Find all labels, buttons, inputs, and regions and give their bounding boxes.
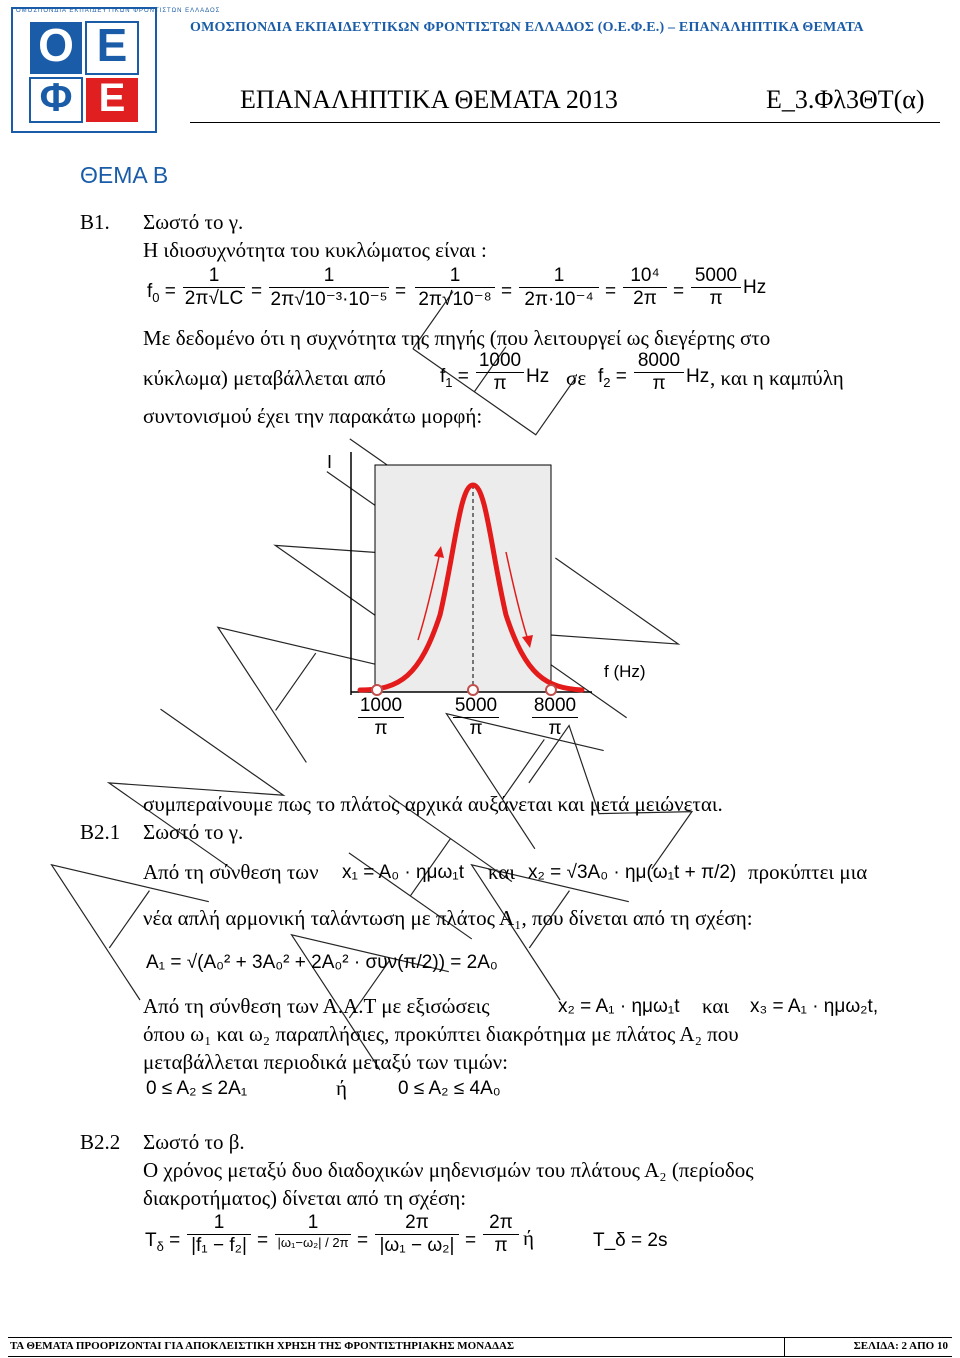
b1-para1-line2-b: σε xyxy=(566,366,587,390)
f1-unit: Hz xyxy=(526,366,550,387)
chart-tick-1 xyxy=(358,695,404,740)
b22-answer: Σωστό το β. xyxy=(143,1130,245,1154)
formula-f1: $f_1$ = 1000 π Hz xyxy=(440,350,550,394)
b2b-line1-a: Από τη σύνθεση των Α.Α.Τ με εξισώσεις xyxy=(143,994,490,1018)
f2-num: 8000 xyxy=(637,350,681,371)
footer-right: ΣΕΛΙΔΑ: 2 ΑΠΟ 10 xyxy=(853,1340,948,1352)
b21-x1: x₁ = A₀ · ημω₁t xyxy=(342,862,464,883)
f2-lhs: f xyxy=(598,366,604,387)
f2-unit: Hz xyxy=(686,366,710,387)
b21-line1-a: Από τη σύνθεση των xyxy=(143,860,319,884)
chart-y-label: I xyxy=(327,452,333,472)
b1-label: Β1. xyxy=(80,210,110,234)
header-code: Ε_3.Φλ3ΘΤ(α) xyxy=(766,85,925,114)
f0-t3-num: 1 xyxy=(449,265,461,286)
logo-letter-e-bottom: Ε xyxy=(98,76,126,120)
b2b-line1-b: και xyxy=(702,994,730,1018)
b21-x2: x₂ = √3A₀ · ημ(ω₁t + π/2) xyxy=(528,862,737,883)
f0-t5-num: 10⁴ xyxy=(630,265,660,286)
f1-sub: 1 xyxy=(445,374,453,390)
f0-t4-den: 2π·10⁻⁴ xyxy=(524,289,594,310)
f0-t2-num: 1 xyxy=(323,265,335,286)
b21-line1-b: και xyxy=(488,860,516,884)
f2-sub: 2 xyxy=(603,374,611,390)
formula-f0: $f_0$ = 1 2π√LC = 1 2π√10⁻³·10⁻⁵ = 1 2π√10⁻⁸ = 1 2π·10⁻⁴ = 10⁴ 2π = 5000 π Hz xyxy=(147,265,767,310)
f0-t6-num: 5000 xyxy=(694,265,738,286)
td-t3-num: 2π xyxy=(405,1212,429,1233)
chart-tick-1-num: 1000 xyxy=(359,695,403,716)
td-result: T_δ = 2s xyxy=(593,1230,668,1251)
b22-line1: Ο χρόνος μεταξύ δυο διαδοχικών μηδενισμών του πλάτους Α₂ (περίοδος xyxy=(143,1158,754,1182)
b1-para1-line3: συντονισμού έχει την παρακάτω μορφή: xyxy=(143,404,483,428)
logo-ring-text: ΟΜΟΣΠΟΝΔΙΑ ΕΚΠΑΙΔΕΥΤΙΚΩΝ ΦΡΟΝΤΙΣΤΩΝ ΕΛΛΑΔΟΣ xyxy=(16,8,221,14)
formula-f2: $f_2$ = 8000 π Hz xyxy=(598,350,710,394)
td-t2-den: |ω₁−ω₂| / 2π xyxy=(277,1235,349,1250)
b21-label: Β2.1 xyxy=(80,820,121,844)
b2b-range-b: 0 ≤ A₂ ≤ 4A₀ xyxy=(398,1078,501,1099)
footer-divider xyxy=(784,1338,785,1356)
logo xyxy=(12,8,221,132)
footer-left: ΤΑ ΘΕΜΑΤΑ ΠΡΟΟΡΙΖΟΝΤΑΙ ΓΙΑ ΑΠΟΚΛΕΙΣΤΙΚΗ ΧΡΗΣΗ ΤΗΣ ΦΡΟΝΤΙΣΤΗΡΙΑΚΗΣ ΜΟΝΑΔΑΣ xyxy=(10,1340,515,1352)
formula-td: $T_\delta$ = 1 |f₁ − f₂| = 1 |ω₁−ω₂| / 2π = 2π |ω₁ − ω₂| = 2π π ή T_δ = 2s xyxy=(145,1212,668,1256)
b21-amp-formula: A₁ = √(A₀² + 3A₀² + 2A₀² · συν(π/2)) = 2A₀ xyxy=(146,952,498,973)
td-t2-num: 1 xyxy=(307,1212,319,1233)
header-top-line: ΟΜΟΣΠΟΝΔΙΑ ΕΚΠΑΙΔΕΥΤΙΚΩΝ ΦΡΟΝΤΙΣΤΩΝ ΕΛΛΑΔΟΣ (Ο.Ε.Φ.Ε.) – ΕΠΑΝΑΛΗΠΤΙΚΑ ΘΕΜΑΤΑ xyxy=(190,20,864,35)
f0-t5-den: 2π xyxy=(633,288,657,309)
b21-answer: Σωστό το γ. xyxy=(143,820,244,844)
td-t3-den: |ω₁ − ω₂| xyxy=(379,1235,455,1256)
b2b-x2: x₂ = A₁ · ημω₁t xyxy=(558,996,680,1017)
f0-t4-num: 1 xyxy=(553,265,565,286)
logo-letter-e-top: Ε xyxy=(96,19,128,71)
td-t4-num: 2π xyxy=(489,1212,513,1233)
f0-lhs: f xyxy=(147,281,153,302)
f0-t6-den: π xyxy=(709,288,723,309)
f0-lhs-sub: 0 xyxy=(152,289,160,305)
b1-para1-line2-c: , και η καμπύλη xyxy=(710,366,844,390)
td-or: ή xyxy=(523,1226,534,1250)
f2-den: π xyxy=(652,373,666,394)
chart-tick-2-num: 5000 xyxy=(454,695,498,716)
f0-t1-den: 2π√LC xyxy=(184,288,244,309)
f0-t1-num: 1 xyxy=(208,265,220,286)
f1-lhs: f xyxy=(440,366,446,387)
logo-letter-o: Ο xyxy=(38,19,74,71)
f1-num: 1000 xyxy=(478,350,522,371)
b22-line2: διακροτήματος) δίνεται από τη σχέση: xyxy=(143,1186,467,1210)
section-heading: ΘΕΜΑ Β xyxy=(80,162,169,188)
chart-tick-2-den: π xyxy=(469,718,483,739)
logo-letter-phi: Φ xyxy=(39,76,73,120)
chart-tick-3-den: π xyxy=(548,718,562,739)
b21-line2: νέα απλή αρμονική ταλάντωση με πλάτος Α₁, που δίνεται από τη σχέση: xyxy=(143,906,753,930)
b2b-line2: όπου ω₁ και ω₂ παραπλήσιες, προκύπτει διακρότημα με πλάτος Α₂ που xyxy=(143,1022,739,1046)
chart-x-label: f (Hz) xyxy=(604,662,646,681)
header-divider xyxy=(190,122,940,123)
b22-label: Β2.2 xyxy=(80,1130,121,1154)
b21-line1-c: προκύπτει μια xyxy=(748,860,868,884)
td-t1-num: 1 xyxy=(213,1212,225,1233)
b1-para1-line2-a: κύκλωμα) μεταβάλλεται από xyxy=(143,366,386,390)
chart-tick-1-den: π xyxy=(374,718,388,739)
footer xyxy=(8,1337,952,1357)
td-lhs: T xyxy=(145,1230,157,1251)
td-sub: δ xyxy=(156,1238,164,1254)
f1-den: π xyxy=(493,373,507,394)
chart-tick-3 xyxy=(532,695,578,740)
b1-conclusion: συμπεραίνουμε πως το πλάτος αρχικά αυξάνεται και μετά μειώνεται. xyxy=(143,792,723,816)
td-t4-den: π xyxy=(494,1235,508,1256)
td-t1-den: |f₁ − f₂| xyxy=(191,1235,247,1256)
tick-marker-1 xyxy=(372,685,382,695)
b1-para1-line1: Με δεδομένο ότι η συχνότητα της πηγής (που λειτουργεί ως διεγέρτης στο xyxy=(143,326,771,350)
b1-answer: Σωστό το γ. xyxy=(143,210,244,234)
header-title: ΕΠΑΝΑΛΗΠΤΙΚΑ ΘΕΜΑΤΑ 2013 xyxy=(240,85,618,114)
f0-t2-den: 2π√10⁻³·10⁻⁵ xyxy=(270,289,388,310)
b2b-range-a: 0 ≤ A₂ ≤ 2A₁ xyxy=(146,1078,248,1099)
tick-marker-3 xyxy=(546,685,556,695)
b1-intro: Η ιδιοσυχνότητα του κυκλώματος είναι : xyxy=(143,238,487,262)
b2b-x3: x₃ = A₁ · ημω₂t, xyxy=(750,996,879,1017)
b2b-line3: μεταβάλλεται περιοδικά μεταξύ των τιμών: xyxy=(143,1050,509,1074)
f0-unit: Hz xyxy=(743,277,767,298)
chart-tick-3-num: 8000 xyxy=(533,695,577,716)
chart-tick-2 xyxy=(453,695,499,740)
tick-marker-2 xyxy=(468,685,478,695)
b2b-or: ή xyxy=(336,1076,347,1100)
f0-t3-den: 2π√10⁻⁸ xyxy=(418,289,492,310)
